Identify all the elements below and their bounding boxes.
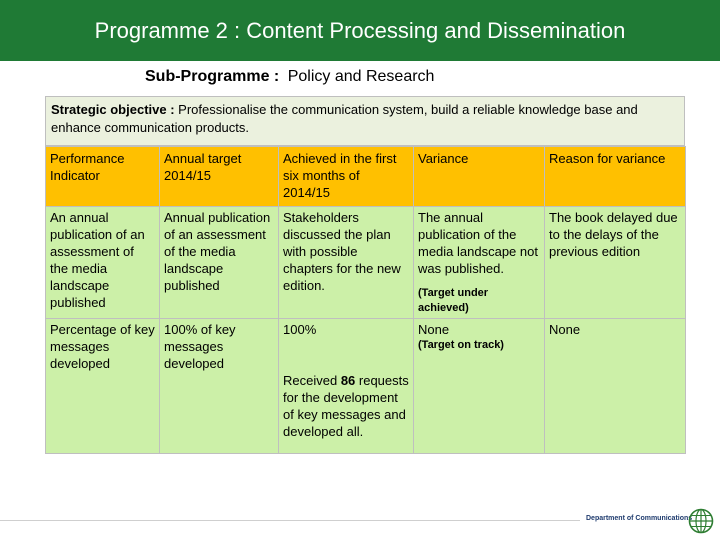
- variance-note: (Target on track): [418, 339, 504, 351]
- cell-reason: The book delayed due to the delays of the previous edition: [545, 207, 686, 319]
- header-performance-indicator: Performance Indicator: [46, 147, 160, 207]
- header-reason: Reason for variance: [545, 147, 686, 207]
- globe-logo-icon: [688, 508, 714, 534]
- cell-indicator: Percentage of key messages developed: [46, 319, 160, 454]
- footer-department-name: Department of Communications: [586, 515, 693, 522]
- page-title: Programme 2 : Content Processing and Dissemination: [94, 17, 626, 43]
- title-bar: [0, 0, 720, 61]
- cell-variance: [414, 207, 545, 319]
- cell-target: 100% of key messages developed: [160, 319, 279, 454]
- header-achieved: Achieved in the first six months of 2014/15: [279, 147, 414, 207]
- objective-label: Strategic objective :: [51, 102, 175, 117]
- sub-programme-heading: [145, 68, 434, 86]
- requests-count: 86: [340, 373, 356, 388]
- footer-divider: [0, 520, 580, 521]
- achieved-detail-post: requests for the development of key messages and developed all.: [283, 373, 409, 439]
- achieved-percent: 100%: [283, 322, 317, 337]
- cell-achieved: Stakeholders discussed the plan with possible chapters for the new edition.: [279, 207, 414, 319]
- strategic-objective: [45, 96, 685, 146]
- cell-variance: [414, 319, 545, 454]
- sub-programme-text: Policy and Research: [287, 68, 435, 85]
- variance-note: (Target under achieved): [418, 287, 489, 314]
- cell-target: Annual publication of an assessment of the media landscape published: [160, 207, 279, 319]
- table-header-row: [46, 147, 686, 207]
- sub-programme-label: Sub-Programme :: [145, 68, 280, 85]
- achieved-detail: [283, 373, 409, 439]
- cell-achieved: [279, 319, 414, 454]
- cell-indicator: An annual publication of an assessment of the media landscape published: [46, 207, 160, 319]
- cell-reason: None: [545, 319, 686, 454]
- header-annual-target: Annual target 2014/15: [160, 147, 279, 207]
- table-row: [46, 319, 686, 454]
- variance-text: The annual publication of the media landscape not was published.: [418, 210, 538, 276]
- performance-table: [45, 146, 686, 454]
- objective-text: Professionalise the communication system, build a reliable knowledge base and enhance communication products.: [51, 102, 638, 135]
- achieved-detail-pre: Received: [283, 373, 341, 388]
- table-row: [46, 207, 686, 319]
- header-variance: Variance: [414, 147, 545, 207]
- variance-text: None: [418, 322, 450, 337]
